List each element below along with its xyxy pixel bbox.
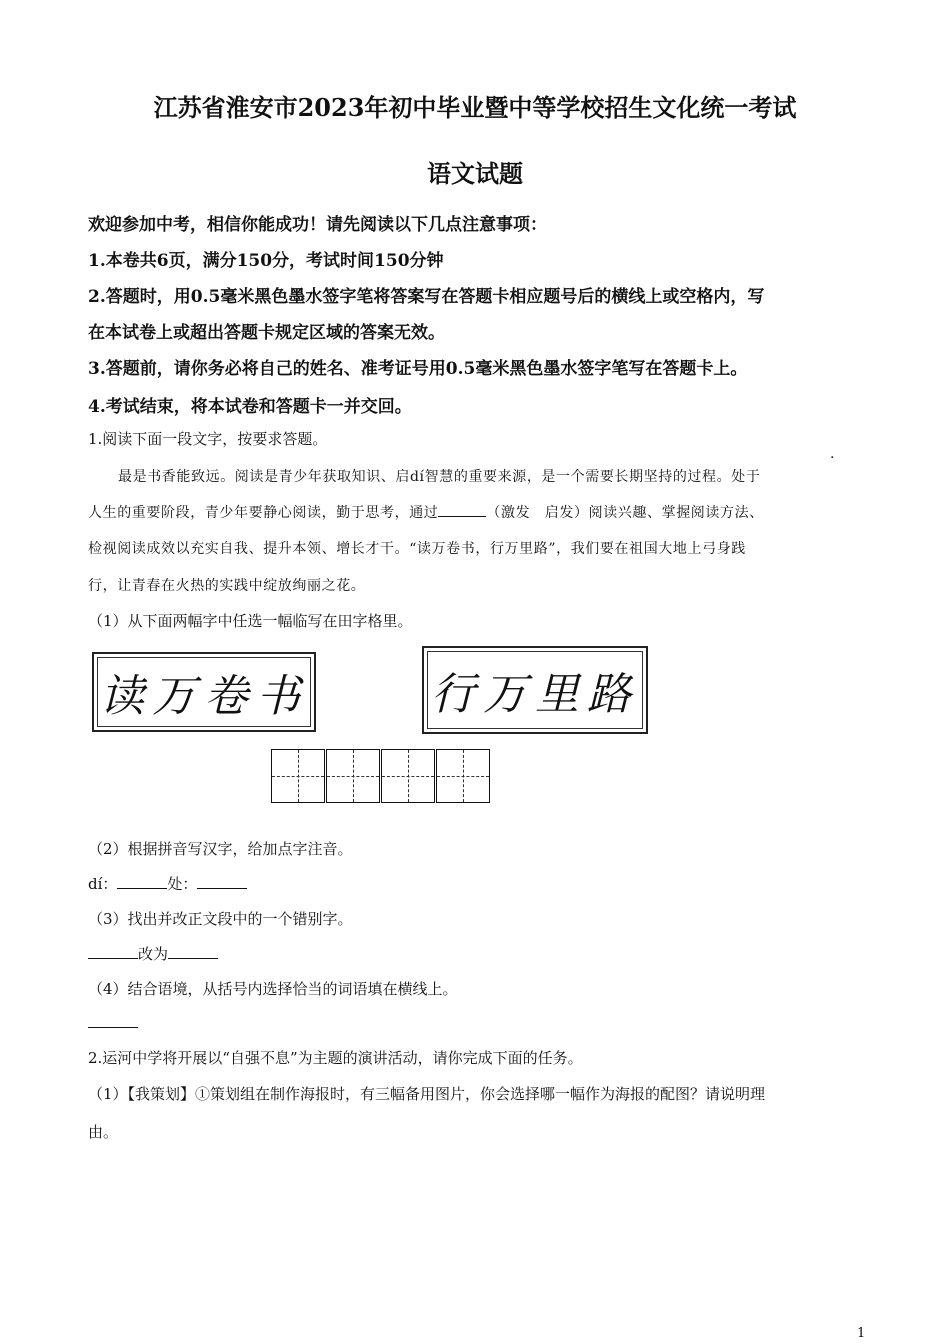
passage-line-1: 最是书香能致远。阅读是青少年获取知识、启dí智慧的重要来源，是一个需要长期坚持的过程。处于: [118, 469, 761, 485]
grid-cell[interactable]: [436, 749, 490, 803]
answer-blank[interactable]: [88, 1013, 138, 1028]
passage-line-3: 检视阅读成效以充实自我、提升本领、增长才干。“读万卷书，行万里路”，我们要在祖国大地上弓身践: [88, 541, 746, 557]
notice-item-1: 1.本卷共6页，满分150分，考试时间150分钟: [88, 251, 444, 271]
exam-subtitle: 语文试题: [427, 159, 523, 188]
emphasis-dot: .: [830, 446, 835, 462]
question-1-sub-3: （3）找出并改正文段中的一个错别字。: [88, 910, 353, 928]
grid-cell[interactable]: [381, 749, 435, 803]
char-label: 处：: [167, 875, 198, 893]
sub-2-answer-line: [88, 873, 247, 894]
grid-cell[interactable]: [326, 749, 380, 803]
sub-4-answer-line: [88, 1013, 138, 1032]
question-1-stem: 1.阅读下面一段文字，按要求答题。: [88, 430, 328, 448]
question-2-sub-1-line-1: （1）【我策划】①策划组在制作海报时，有三幅备用图片，你会选择哪一幅作为海报的配图？请说明理: [88, 1085, 766, 1103]
passage-line-2-b: （激发 启发）阅读兴趣、掌握阅读方法、: [486, 505, 764, 521]
pinyin-label: dí：: [88, 875, 118, 893]
sub-3-answer-line: [88, 943, 218, 964]
answer-blank[interactable]: [197, 874, 247, 889]
calligraphy-right: 行万里路: [422, 646, 648, 734]
question-2-stem: 2.运河中学将开展以“自强不息”为主题的演讲活动，请你完成下面的任务。: [88, 1049, 583, 1067]
question-1-sub-4: （4）结合语境，从括号内选择恰当的词语填在横线上。: [88, 980, 458, 998]
notice-item-3: 3.答题前，请你务必将自己的姓名、准考证号用0.5毫米黑色墨水签字笔写在答题卡上。: [88, 359, 748, 379]
change-to-label: 改为: [138, 945, 169, 963]
question-2-sub-1-line-2: 由。: [88, 1123, 119, 1141]
notice-item-4: 4.考试结束，将本试卷和答题卡一并交回。: [88, 397, 412, 417]
grid-cell[interactable]: [271, 749, 325, 803]
answer-blank[interactable]: [117, 874, 167, 889]
notice-item-2-line-1: 2.答题时，用0.5毫米黑色墨水签字笔将答案写在答题卡相应题号后的横线上或空格内，写: [88, 287, 765, 307]
answer-blank: [438, 502, 486, 517]
passage-line-2-a: 人生的重要阶段，青少年要静心阅读，勤于思考，通过: [88, 505, 439, 521]
notice-item-2-line-2: 在本试卷上或超出答题卡规定区域的答案无效。: [88, 323, 445, 343]
answer-blank[interactable]: [168, 944, 218, 959]
exam-title: 江苏省淮安市2023年初中毕业暨中等学校招生文化统一考试: [153, 93, 797, 122]
passage-line-2: [88, 502, 764, 522]
calligraphy-left: 读万卷书: [92, 652, 316, 732]
question-1-sub-1: （1）从下面两幅字中任选一幅临写在田字格里。: [88, 612, 413, 630]
notice-intro: 欢迎参加中考，相信你能成功！请先阅读以下几点注意事项：: [88, 215, 547, 235]
passage-line-4: 行，让青春在火热的实践中绽放绚丽之花。: [88, 578, 366, 594]
question-1-sub-2: （2）根据拼音写汉字，给加点字注音。: [88, 840, 353, 858]
page-number: 1: [857, 1326, 866, 1341]
answer-blank[interactable]: [88, 944, 138, 959]
